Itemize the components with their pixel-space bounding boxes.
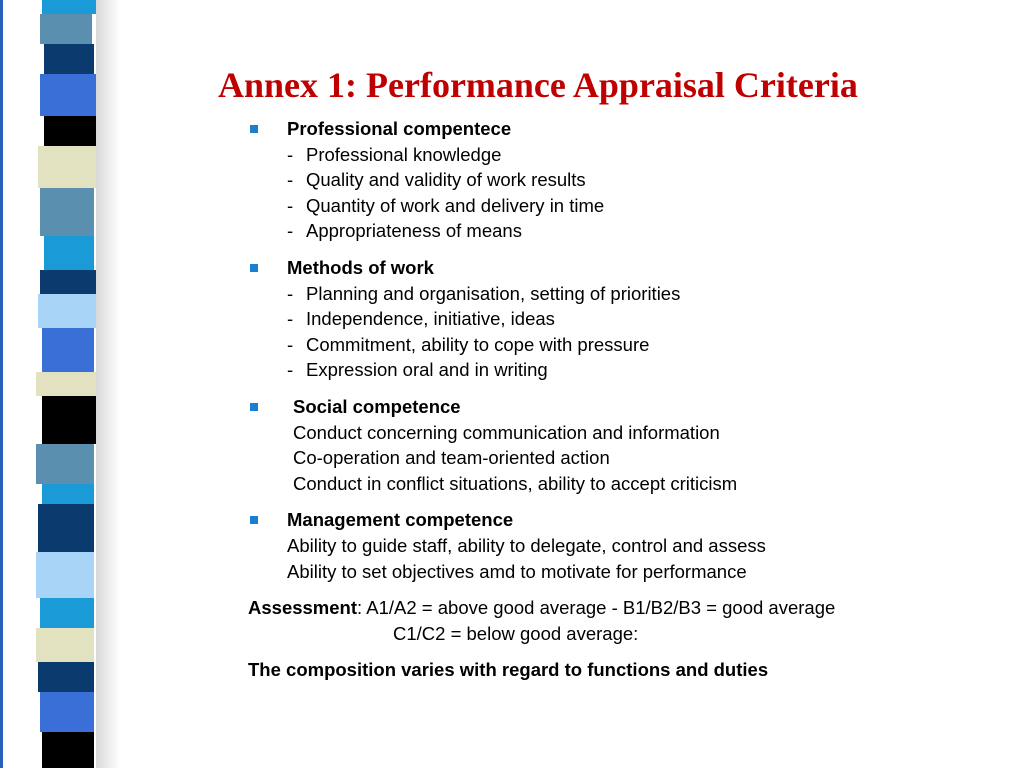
stripe-band: [42, 0, 96, 14]
section-heading: Social competence: [293, 395, 461, 417]
list-item: - Commitment, ability to cope with pressure: [287, 333, 650, 355]
bullet-icon: [250, 516, 258, 524]
bullet-icon: [250, 125, 258, 133]
section-social-competence: [248, 394, 1008, 496]
decorative-stripe-bar: [0, 0, 120, 768]
slide-content: [248, 116, 1008, 683]
stripe-band: [40, 188, 94, 236]
stripe-band: [42, 328, 94, 372]
list-item: Conduct concerning communication and information: [293, 421, 720, 443]
stripe-band: [38, 294, 96, 328]
stripe-edge: [0, 0, 3, 768]
stripe-band: [44, 116, 96, 146]
list-item: Conduct in conflict situations, ability to accept criticism: [293, 472, 738, 494]
section-heading: Professional compentece: [287, 118, 512, 139]
assessment-line-2: C1/C2 = below good average:: [393, 622, 639, 644]
list-item: - Quantity of work and delivery in time: [287, 194, 605, 216]
stripe-shadow: [96, 0, 120, 768]
stripe-band: [36, 372, 96, 396]
stripe-band: [36, 444, 94, 484]
assessment-text: : A1/A2 = above good average - B1/B2/B3 = good average: [357, 597, 836, 619]
stripe-band: [44, 44, 94, 74]
stripe-band: [40, 74, 96, 116]
assessment-line-1: [248, 595, 1008, 621]
list-item: - Professional knowledge: [287, 143, 502, 165]
stripe-band: [36, 628, 94, 662]
stripe-band: [42, 484, 94, 504]
section-heading: Methods of work: [287, 256, 434, 278]
stripe-band: [38, 146, 96, 188]
slide-title: Annex 1: Performance Appraisal Criteria: [218, 65, 858, 106]
section-heading: Management competence: [287, 509, 514, 531]
stripe-band: [38, 504, 94, 552]
assessment-label: Assessment: [248, 597, 358, 619]
list-item: - Quality and validity of work results: [287, 169, 586, 191]
section-professional-competence: [248, 116, 1008, 244]
list-item: Co-operation and team-oriented action: [293, 447, 610, 469]
stripe-band: [38, 662, 94, 692]
bullet-icon: [250, 264, 258, 272]
assessment-block: [248, 595, 1008, 646]
footer-note: The composition varies with regard to functions and duties: [248, 659, 769, 681]
stripe-band: [42, 732, 94, 768]
section-management-competence: [248, 507, 1008, 584]
bullet-icon: [250, 403, 258, 411]
section-methods-of-work: [248, 255, 1008, 383]
stripe-band: [40, 14, 92, 44]
list-item: - Expression oral and in writing: [287, 359, 548, 381]
stripe-band: [40, 598, 94, 628]
stripe-band: [40, 270, 96, 294]
stripe-band: [36, 552, 94, 598]
list-item: - Planning and organisation, setting of priorities: [287, 282, 681, 304]
stripe-band: [42, 396, 96, 444]
stripe-band: [40, 692, 94, 732]
list-item: Ability to set objectives amd to motivate for performance: [287, 560, 747, 582]
list-item: - Appropriateness of means: [287, 220, 522, 242]
stripe-band: [44, 236, 94, 270]
list-item: Ability to guide staff, ability to delegate, control and assess: [287, 534, 766, 556]
list-item: - Independence, initiative, ideas: [287, 308, 555, 330]
